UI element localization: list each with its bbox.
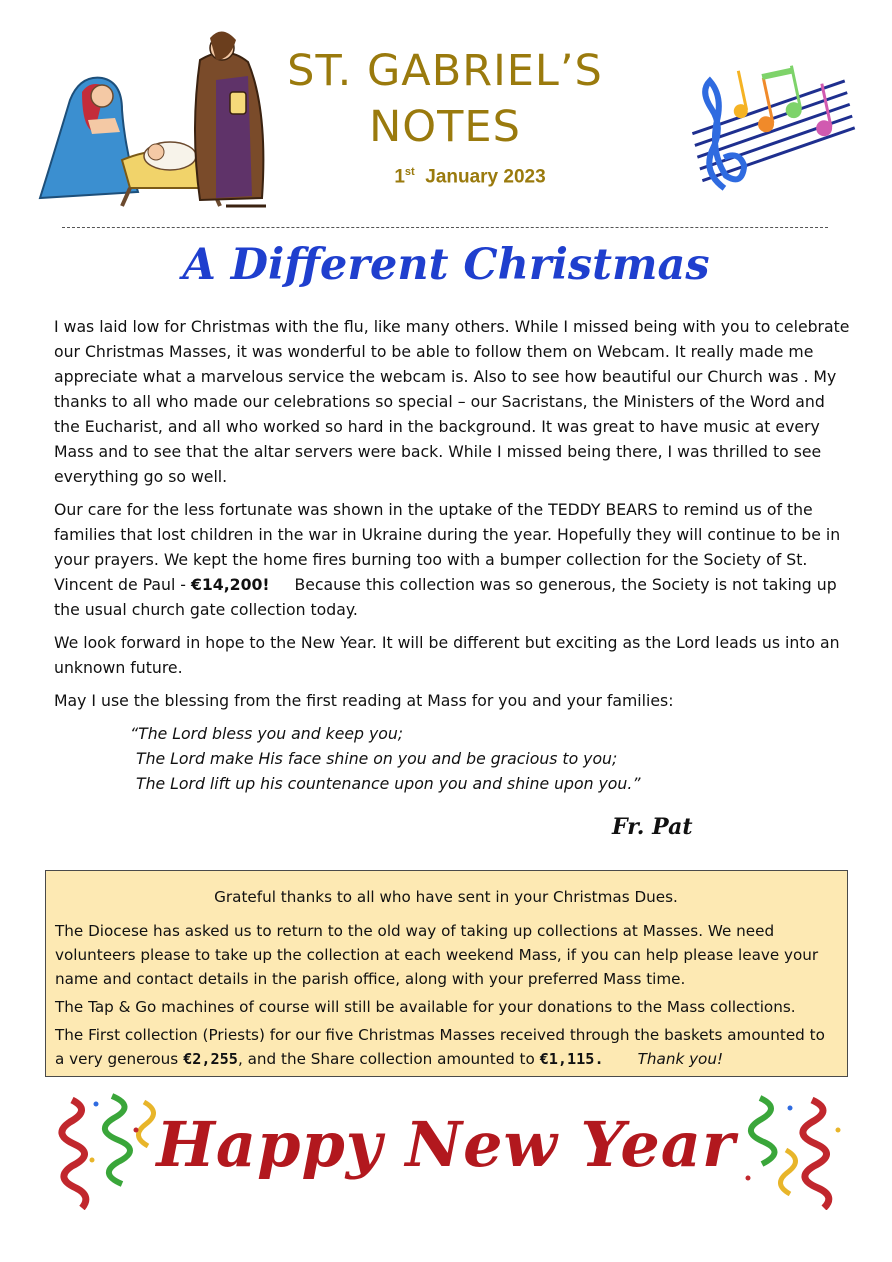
share-collection-amount: €1,115.	[539, 1050, 604, 1068]
header-divider	[62, 227, 828, 228]
notice-box	[45, 870, 848, 1077]
article-paragraph	[54, 497, 854, 622]
date-rest: January 2023	[425, 166, 546, 188]
paragraph-text: , and the Share collection amounted to	[237, 1050, 540, 1068]
quote-line: The Lord make His face shine on you and be gracious to you;	[136, 749, 618, 768]
nativity-scene-icon	[30, 20, 285, 210]
notice-paragraph	[55, 1023, 837, 1071]
article-paragraph: May I use the blessing from the first reading at Mass for you and your families:	[54, 691, 674, 710]
thank-you-text: Thank you!	[637, 1050, 724, 1068]
paragraph-text: The First collection (Priests) for our five Christmas Masses received through the baskets amounted to a very generous	[55, 1026, 825, 1068]
paragraph-text: Our care for the less fortunate was shown in the uptake of the TEDDY BEARS to remind us of the families that lost children in the war in Ukraine during the year. Hopefully they will continue to be in your prayers. We kept the home fires burning too with a bumper collection for the Society of St. Vincent de Paul -	[54, 500, 841, 594]
paragraph-text: Because this collection was so generous, the Society is not taking up the usual church gate collection today.	[54, 575, 842, 619]
article-body	[54, 314, 854, 796]
svp-collection-amount: €14,200!	[190, 575, 270, 594]
music-staff-icon	[672, 48, 862, 200]
party-streamers-icon	[738, 1090, 853, 1210]
quote-line: “The Lord bless you and keep you;	[130, 724, 404, 743]
article-paragraph: I was laid low for Christmas with the flu, like many others. While I missed being with you to celebrate our Christmas Masses, it was wonderful to be able to follow them on Webcam. It really made me appreciate what a marvelous service the webcam is. Also to see how beautiful our Church was . My thanks to all who made our celebrations so special – our Sacristans, the Ministers of the Word and the Eucharist, and all who worked so hard in the background. It was great to have music at every Mass and to see that the altar servers were back. While I missed being there, I was thrilled to see everything go so well.	[54, 317, 850, 486]
blessing-quote	[130, 721, 854, 796]
notice-thanks-line: Grateful thanks to all who have sent in your Christmas Dues.	[214, 888, 678, 906]
article-paragraph: We look forward in hope to the New Year. It will be different but exciting as the Lord leads us into an unknown future.	[54, 633, 840, 677]
priests-collection-amount: €2,255	[183, 1050, 238, 1068]
notice-paragraph: The Tap & Go machines of course will still be available for your donations to the Mass collections.	[55, 998, 796, 1016]
notice-paragraph: The Diocese has asked us to return to the old way of taking up collections at Masses. We need volunteers please to take up the collection at each weekend Mass, if you can help please leave your name and contact details in the parish office, along with your preferred Mass time.	[55, 922, 819, 988]
article-headline: A Different Christmas	[182, 240, 710, 290]
happy-new-year-greeting: Happy New Year	[156, 1108, 736, 1181]
issue-date	[300, 166, 640, 188]
author-signature: Fr. Pat	[612, 814, 693, 840]
quote-line: The Lord lift up his countenance upon you and shine upon you.”	[136, 774, 641, 793]
newsletter-title-notes: NOTES	[369, 102, 521, 152]
date-suffix: st	[404, 166, 415, 178]
newsletter-title: ST. GABRIEL’S	[287, 46, 603, 96]
date-day: 1	[394, 166, 405, 188]
